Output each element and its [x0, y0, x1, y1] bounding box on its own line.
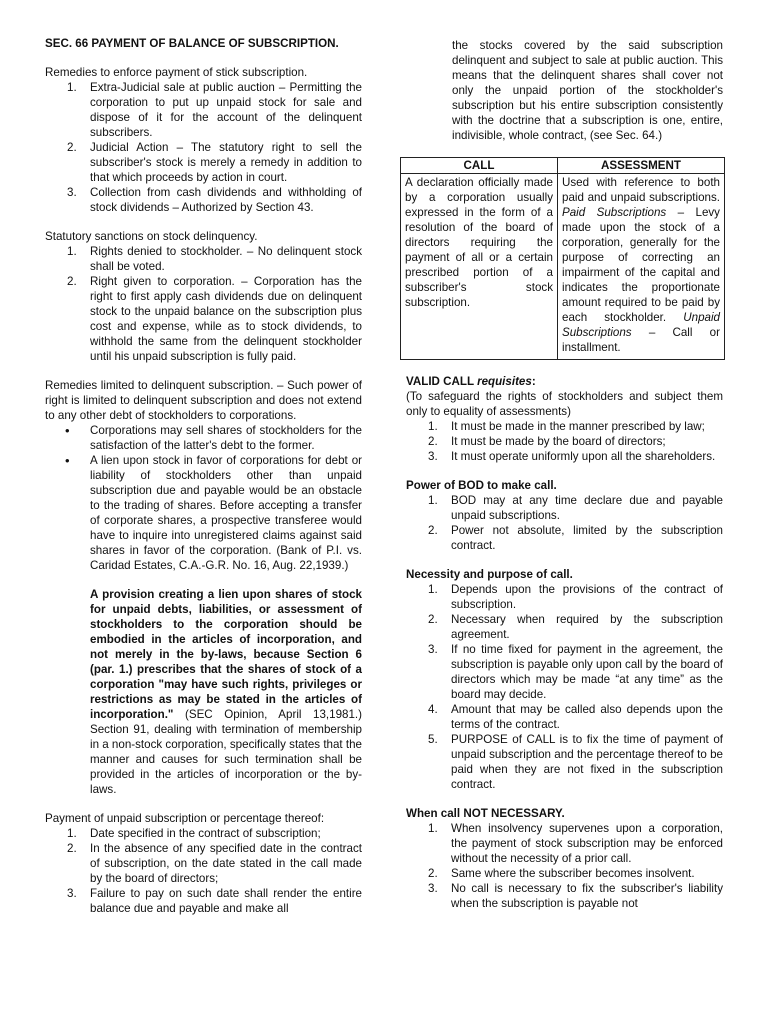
- list-item: 1. Rights denied to stockholder. – No delinquent stock shall be voted.: [67, 245, 362, 273]
- remedies-heading: Remedies to enforce payment of stick subscription.: [45, 66, 308, 79]
- power-list: [406, 493, 723, 553]
- continued-paragraph: the stocks covered by the said subscription delinquent and subject to sale at public auction. This means that the delinquent shares shall cover not only the unpaid portion of the stockholder's subscription but his entire subscription consistently with the doctrine that a subscription is one, entire, indivisible, whole contract, (see Sec. 64.): [452, 39, 723, 142]
- table-header-call: CALL: [401, 158, 558, 174]
- remedies-list: [45, 80, 362, 215]
- sanctions-list: [45, 244, 362, 364]
- valid-call-heading: VALID CALL requisites:: [406, 375, 536, 388]
- list-item: 1. Date specified in the contract of subscription;: [67, 827, 321, 840]
- list-item: 3. If no time fixed for payment in the agreement, the subscription is payable only upon call by the board of directors which may be made “at any time” as the board may decide.: [428, 643, 723, 701]
- lien-paragraph: A provision creating a lien upon shares of stock for unpaid debts, liabilities, or assessment of stockholders to the corporation should be embodied in the articles of incorporation, and not merely in the by-laws, because Section 6 (par. 1.) prescribes that the shares of stock of a corporation "may have such rights, privileges or restrictions as may be stated in the articles of incorporation." (SEC Opinion, April 13,1981.) Section 91, dealing with termination of membership in a non-stock corporation, specifically states that the manner and causes for such termination shall be provided in the articles of incorporation or the by-laws.: [90, 588, 362, 796]
- list-item: 4. Amount that may be called also depends upon the terms of the contract.: [428, 703, 723, 731]
- section-title: SEC. 66 PAYMENT OF BALANCE OF SUBSCRIPTION.: [45, 37, 339, 50]
- list-item: 1. When insolvency supervenes upon a corporation, the payment of stock subscription may be enforced without the necessity of a prior call.: [428, 822, 723, 865]
- power-heading: Power of BOD to make call.: [406, 479, 557, 492]
- valid-call-subtitle: (To safeguard the rights of stockholders and subject them only to equality of assessments): [406, 390, 723, 418]
- payment-heading: Payment of unpaid subscription or percentage thereof:: [45, 812, 325, 825]
- list-item: 3. It must operate uniformly upon all the shareholders.: [428, 450, 716, 463]
- right-column: [406, 38, 723, 911]
- call-definition-cell: A declaration officially made by a corporation usually expressed in the form of a resolution of the board of directors requiring the payment of all or a certain prescribed portion of a subscriber's stock subscription.: [401, 174, 558, 360]
- list-item: • Corporations may sell shares of stockholders for the satisfaction of the latter's debt to the former.: [65, 423, 362, 452]
- list-item: 3. Collection from cash dividends and withholding of stock dividends – Authorized by Section 43.: [67, 186, 362, 214]
- necessity-heading: Necessity and purpose of call.: [406, 568, 573, 581]
- payment-list: [45, 826, 362, 916]
- list-item: 2. Judicial Action – The statutory right to sell the subscriber's stock is merely a remedy in addition to that which proceeds by action in court.: [67, 141, 362, 184]
- sanctions-heading: Statutory sanctions on stock delinquency.: [45, 230, 258, 243]
- list-item: 2. Power not absolute, limited by the subscription contract.: [428, 524, 723, 552]
- list-item: 1. Depends upon the provisions of the contract of subscription.: [428, 583, 723, 611]
- not-necessary-heading: When call NOT NECESSARY.: [406, 807, 565, 820]
- list-item: 2. Same where the subscriber becomes insolvent.: [428, 867, 695, 880]
- list-item: 2. Necessary when required by the subscription agreement.: [428, 613, 723, 641]
- list-item: 2. It must be made by the board of directors;: [428, 435, 666, 448]
- call-assessment-table: [400, 157, 725, 360]
- list-item: 1. Extra-Judicial sale at public auction – Permitting the corporation to put up unpaid stock for sale and dispose of it for the account of the delinquent subscribers.: [67, 81, 362, 139]
- list-item: 3. No call is necessary to fix the subscriber's liability when the subscription is payable not: [428, 882, 723, 910]
- list-item: 1. BOD may at any time declare due and payable unpaid subscriptions.: [428, 494, 723, 522]
- limited-paragraph: Remedies limited to delinquent subscription. – Such power of right is limited to delinquent subscription and does not extend to any other debt of stockholders to corporations.: [45, 379, 362, 422]
- list-item: • A lien upon stock in favor of corporations for debt or liability of stockholders other than unpaid subscription due and payable would be an obstacle to the trading of shares. Before accepting a transfer of corporate shares, a prospective transferee would have to inquire into unregistered claims against said shares in favor of the corporation. (Bank of P.I. vs. Caridad Estates, C.A.-G.R. No. 16, Aug. 22,1939.): [65, 453, 362, 572]
- table-header-assessment: ASSESSMENT: [558, 158, 725, 174]
- list-item: 3. Failure to pay on such date shall render the entire balance due and payable and make all: [67, 887, 362, 915]
- not-necessary-list: [406, 821, 723, 911]
- necessity-list: [406, 582, 723, 792]
- list-item: 2. In the absence of any specified date in the contract of subscription, on the date stated in the call made by the board of directors;: [67, 842, 362, 885]
- list-item: 1. It must be made in the manner prescribed by law;: [428, 420, 705, 433]
- list-item: 2. Right given to corporation. – Corporation has the right to first apply cash dividends due on delinquent stock to the unpaid balance on the subscription plus cost and expense, while as to stock dividends, to withhold the same from the delinquent stockholder until his unpaid subscription is fully paid.: [67, 275, 362, 363]
- left-column: [45, 36, 362, 916]
- list-item: 5. PURPOSE of CALL is to fix the time of payment of unpaid subscription and the percentage thereof to be paid when they are not fixed in the subscription contract.: [428, 733, 723, 791]
- bullet-list: [45, 423, 362, 573]
- assessment-definition-cell: Used with reference to both paid and unpaid subscriptions. Paid Subscriptions – Levy made upon the stock of a corporation, generally for the purpose of correcting an impairment of the capital and indicates the proportionate amount required to be paid by each stockholder. Unpaid Subscriptions – Call or installment.: [558, 174, 725, 360]
- valid-call-list: [406, 419, 723, 464]
